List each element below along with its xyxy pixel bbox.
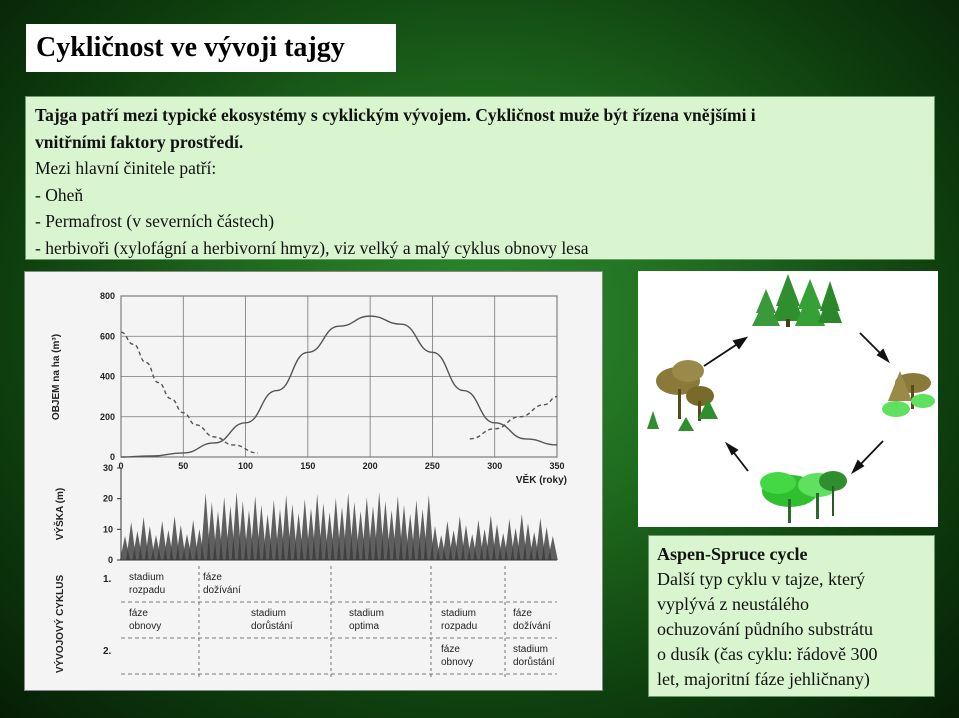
cycle-cell-label: stadium (513, 644, 549, 655)
caption-line-1: Další typ cyklu v tajze, který (657, 569, 865, 589)
aspen-spruce-cycle-illustration (638, 271, 938, 527)
cycle-cell-label: dorůstání (251, 621, 293, 632)
cycle-illustration-svg (638, 271, 938, 527)
aspen-spruce-caption (648, 535, 935, 697)
intro-line-5: - Permafrost (v severních částech) (35, 211, 275, 231)
x-tick-label: 0 (118, 461, 124, 471)
height-axis-label: VÝŠKA (m) (55, 487, 66, 541)
cycle-cell-label: dorůstání (513, 657, 555, 668)
height-tick-label: 20 (102, 493, 113, 504)
cycle-cell-label: fáze (513, 608, 532, 619)
x-axis-label: VĚK (roky) (515, 475, 567, 486)
cycle-cell-label: rozpadu (441, 621, 478, 632)
cycle-cell-label: stadium (441, 608, 477, 619)
mixed-group-right (882, 371, 935, 417)
caption-line-5: let, majoritní fáze jehličnany) (657, 669, 870, 689)
cycle-cell-label: obnovy (441, 657, 474, 668)
cycle-row-label: 2. (103, 646, 112, 657)
intro-line-6: - herbivoři (xylofágní a herbivorní hmyz), viz velký a malý cyklus obnovy lesa (35, 237, 589, 258)
y-tick-label: 800 (99, 291, 115, 301)
x-tick-label: 100 (238, 461, 254, 471)
y-axis-label: OBJEM na ha (m³) (51, 333, 62, 421)
y-tick-label: 200 (99, 411, 115, 422)
cycle-cell-label: fáze (129, 608, 148, 619)
x-tick-label: 200 (362, 461, 378, 471)
height-tick-label: 0 (107, 555, 113, 565)
forest-cycle-figure (24, 271, 603, 691)
y-tick-label: 400 (99, 371, 115, 382)
cycle-cell-label: fáze (441, 644, 460, 655)
cycle-cell-label: stadium (349, 608, 385, 619)
caption-line-3: ochuzování půdního substrátu (657, 619, 873, 639)
x-tick-label: 50 (178, 461, 189, 471)
intro-line-2: vnitřními faktory prostředí. (35, 131, 244, 152)
x-tick-label: 350 (549, 461, 565, 471)
cycle-cell-label: stadium (251, 608, 287, 619)
cycle-cell-label: optima (349, 621, 380, 632)
intro-line-1: Tajga patří mezi typické ekosystémy s cyklickým vývojem. Cykličnost muže být řízena vnějšími i (35, 105, 756, 125)
cycle-cell-label: dožívání (513, 621, 551, 632)
caption-title: Aspen-Spruce cycle (657, 544, 808, 564)
x-tick-label: 300 (487, 461, 503, 471)
cycle-row-label: 1. (103, 574, 112, 585)
height-tick-label: 10 (102, 524, 113, 535)
y-tick-label: 600 (99, 331, 115, 342)
intro-line-3: Mezi hlavní činitele patří: (35, 158, 217, 178)
intro-line-4: - Oheň (35, 184, 84, 205)
x-tick-label: 250 (424, 461, 440, 471)
cycle-cell-label: obnovy (129, 621, 162, 632)
series-line-0 (121, 316, 557, 457)
slide-title: Cykličnost ve vývoji tajgy (26, 24, 396, 72)
volume-chart-svg (25, 272, 603, 691)
mixed-group-left (647, 360, 718, 431)
spruce-group-top (752, 274, 842, 327)
cycle-cell-label: dožívání (203, 585, 241, 596)
cycle-cell-label: stadium (129, 572, 165, 583)
caption-line-4: o dusík (čas cyklu: řádově 300 (657, 644, 878, 664)
y-tick-label: 0 (109, 452, 115, 462)
series-line-1 (121, 332, 258, 453)
caption-line-2: vyplývá z neustálého (657, 594, 809, 614)
cycle-cell-label: rozpadu (129, 585, 166, 596)
intro-text-box (25, 96, 935, 260)
x-tick-label: 150 (300, 461, 316, 471)
cycle-arrows (704, 333, 888, 472)
cycle-cell-label: fáze (203, 572, 222, 583)
height-tick-label: 30 (102, 463, 113, 473)
cycle-axis-label: VÝVOJOVÝ CYKLUS (55, 574, 66, 674)
aspen-group-bottom (760, 471, 847, 523)
series-line-2 (470, 397, 557, 439)
